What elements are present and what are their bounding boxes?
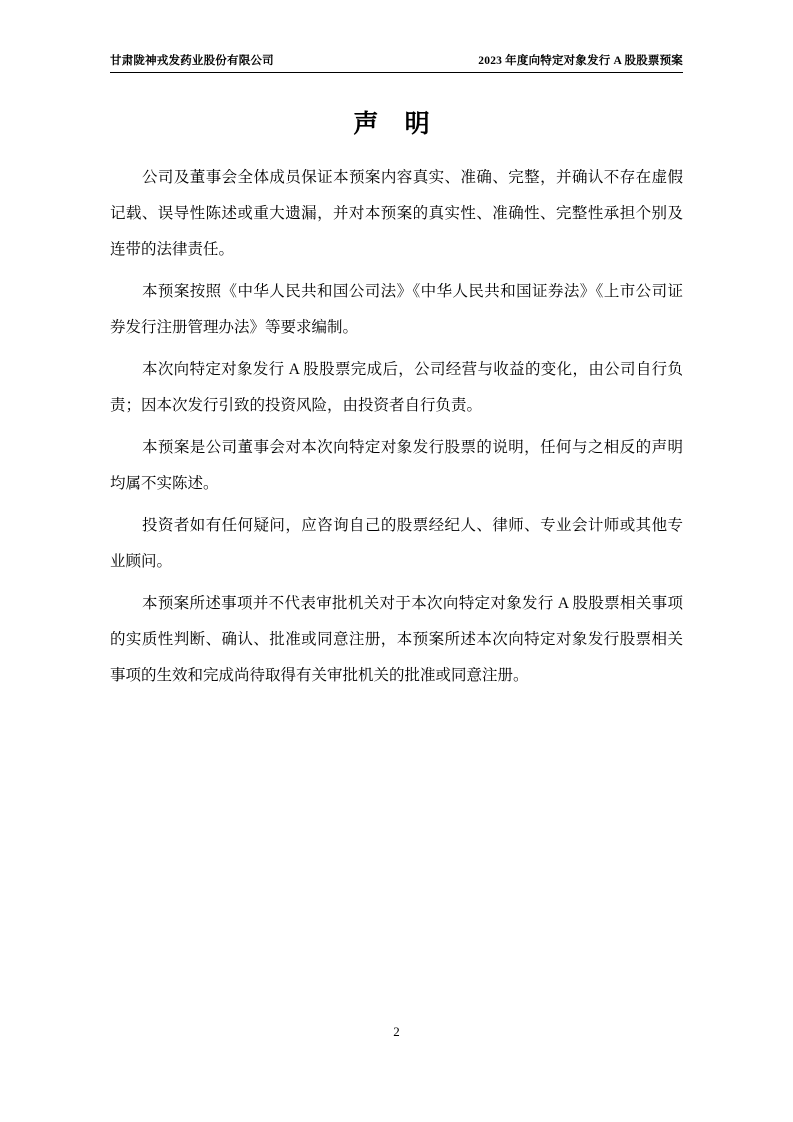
header-document-title: 2023 年度向特定对象发行 A 股股票预案 bbox=[478, 55, 683, 67]
paragraph: 投资者如有任何疑问，应咨询自己的股票经纪人、律师、专业会计师或其他专业顾问。 bbox=[110, 517, 683, 570]
paragraph: 公司及董事会全体成员保证本预案内容真实、准确、完整，并确认不存在虚假记载、误导性陈述或重大遗漏，并对本预案的真实性、准确性、完整性承担个别及连带的法律责任。 bbox=[110, 169, 683, 258]
paragraph: 本预案所述事项并不代表审批机关对于本次向特定对象发行 A 股股票相关事项的实质性判断、确认、批准或同意注册，本预案所述本次向特定对象发行股票相关事项的生效和完成尚待取得有关审批机关的批准或同意注册。 bbox=[110, 595, 683, 684]
page-number: 2 bbox=[393, 1024, 400, 1039]
paragraph: 本次向特定对象发行 A 股股票完成后，公司经营与收益的变化，由公司自行负责；因本次发行引致的投资风险，由投资者自行负责。 bbox=[110, 361, 683, 414]
document-body bbox=[110, 160, 683, 700]
header-company-name: 甘肃陇神戎发药业股份有限公司 bbox=[110, 55, 274, 67]
paragraph: 本预案是公司董事会对本次向特定对象发行股票的说明，任何与之相反的声明均属不实陈述。 bbox=[110, 439, 683, 492]
page-header bbox=[110, 52, 683, 73]
page-title: 声 明 bbox=[353, 111, 440, 138]
paragraph: 本预案按照《中华人民共和国公司法》《中华人民共和国证券法》《上市公司证券发行注册管理办法》等要求编制。 bbox=[110, 283, 683, 336]
